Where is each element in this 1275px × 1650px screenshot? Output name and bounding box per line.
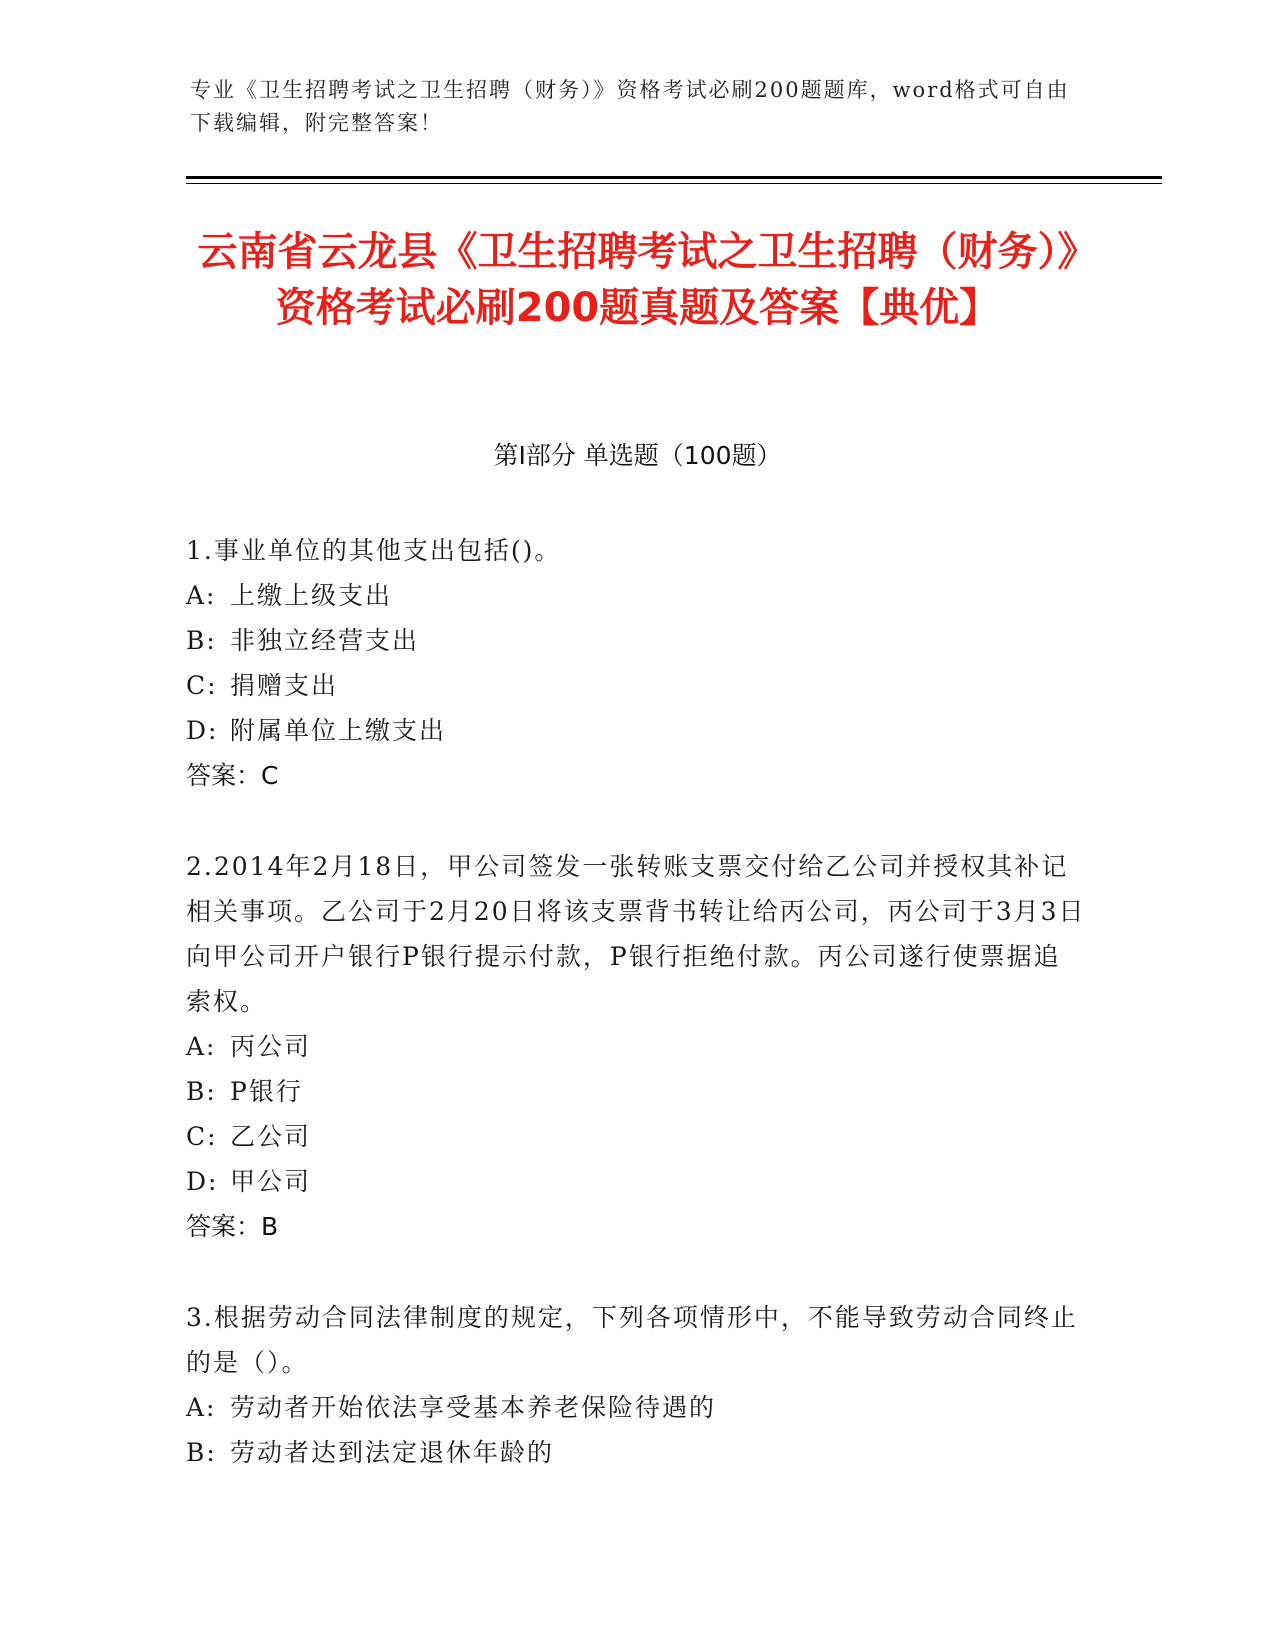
option-text: 劳动者开始依法享受基本养老保险待遇的 xyxy=(230,1393,717,1422)
option-text: 丙公司 xyxy=(230,1032,312,1061)
question-stem: 3.根据劳动合同法律制度的规定，下列各项情形中，不能导致劳动合同终止的是（）。 xyxy=(186,1303,1078,1377)
question-list xyxy=(186,528,1086,1521)
option-letter: C: xyxy=(186,671,218,700)
answer-line: 答案：C xyxy=(186,761,279,790)
option-a xyxy=(186,1024,1086,1069)
option-letter: B: xyxy=(186,1077,217,1106)
header-divider-thin xyxy=(186,183,1162,184)
question-1 xyxy=(186,528,1086,798)
header-note: 专业《卫生招聘考试之卫生招聘（财务）》资格考试必刷200题题库，word格式可自由下载编辑，附完整答案！ xyxy=(190,78,1070,135)
option-letter: D: xyxy=(186,1167,219,1196)
option-letter: C: xyxy=(186,1122,218,1151)
option-text: 附属单位上缴支出 xyxy=(230,716,447,745)
option-d xyxy=(186,1159,1086,1204)
option-b xyxy=(186,1069,1086,1114)
option-text: 非独立经营支出 xyxy=(230,626,420,655)
header-divider-thick xyxy=(186,176,1162,179)
option-b xyxy=(186,1430,1086,1475)
option-a xyxy=(186,1385,1086,1430)
option-text: 乙公司 xyxy=(230,1122,312,1151)
document-title: 云南省云龙县《卫生招聘考试之卫生招聘（财务）》资格考试必刷200题真题及答案【典优】 xyxy=(197,229,1078,331)
section-heading: 第I部分 单选题（100题） xyxy=(493,441,782,470)
option-letter: A: xyxy=(186,1393,217,1422)
question-3 xyxy=(186,1295,1086,1475)
option-letter: D: xyxy=(186,716,219,745)
option-c xyxy=(186,1114,1086,1159)
option-text: 捐赠支出 xyxy=(230,671,339,700)
option-text: 甲公司 xyxy=(230,1167,312,1196)
question-stem: 1.事业单位的其他支出包括()。 xyxy=(186,536,562,565)
option-a xyxy=(186,573,1086,618)
option-text: P银行 xyxy=(230,1077,303,1106)
option-text: 上缴上级支出 xyxy=(230,581,393,610)
option-c xyxy=(186,663,1086,708)
option-letter: A: xyxy=(186,1032,217,1061)
option-letter: B: xyxy=(186,626,217,655)
question-2 xyxy=(186,844,1086,1249)
option-d xyxy=(186,708,1086,753)
answer-line: 答案：B xyxy=(186,1212,279,1241)
option-text: 劳动者达到法定退休年龄的 xyxy=(230,1438,555,1467)
option-letter: A: xyxy=(186,581,217,610)
option-b xyxy=(186,618,1086,663)
option-letter: B: xyxy=(186,1438,217,1467)
question-stem: 2.2014年2月18日，甲公司签发一张转账支票交付给乙公司并授权其补记相关事项。乙公司于2月20日将该支票背书转让给丙公司，丙公司于3月3日向甲公司开户银行P银行提示付款，P银行拒绝付款。丙公司遂行使票据追索权。 xyxy=(186,852,1086,1016)
